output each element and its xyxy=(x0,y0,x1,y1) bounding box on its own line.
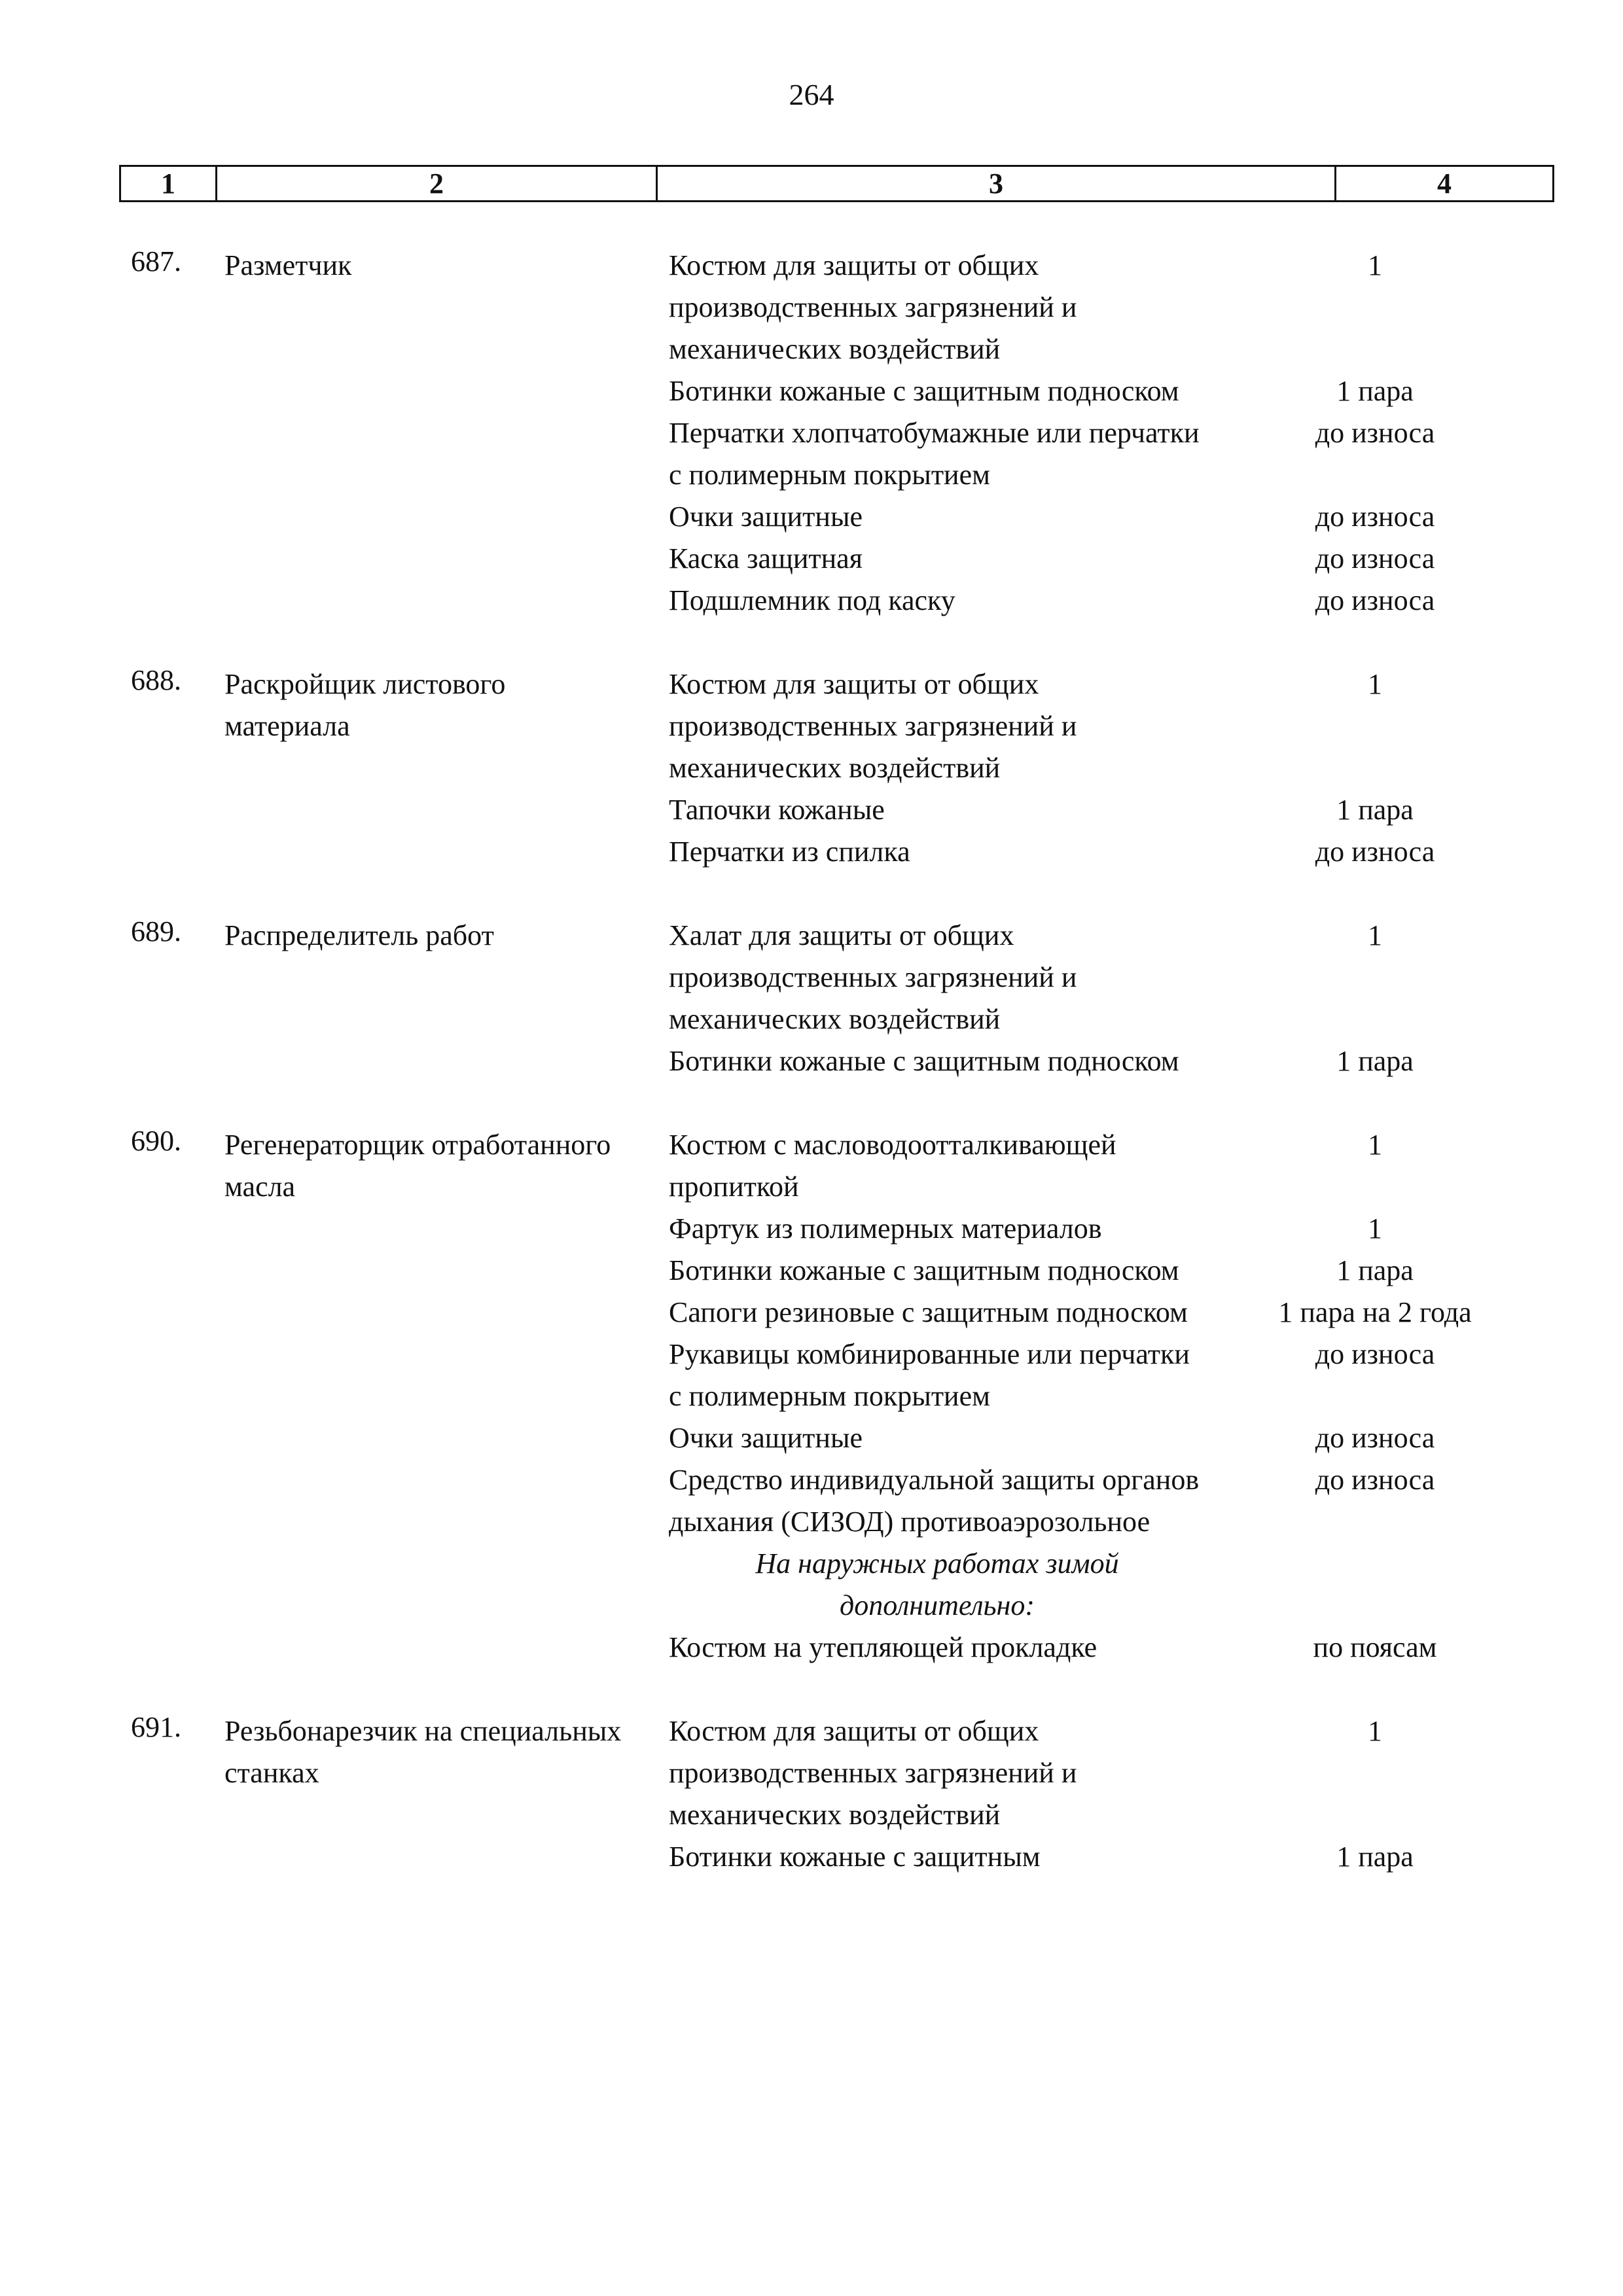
ppe-item-qty: до износа xyxy=(1315,501,1435,533)
ppe-item-qty: до износа xyxy=(1315,542,1435,574)
ppe-item xyxy=(669,370,1544,412)
ppe-item-qty: 1 xyxy=(1368,668,1382,700)
ppe-item-name: Каска защитная xyxy=(669,542,863,574)
column-header-1: 1 xyxy=(120,166,217,202)
ppe-item-name: Халат для защиты от общих производственных загрязнений и механических воздействий xyxy=(669,919,1077,1035)
additional-note xyxy=(669,1543,1544,1627)
ppe-item-qty: до износа xyxy=(1315,584,1435,616)
ppe-item-name: Сапоги резиновые с защитным подноском xyxy=(669,1296,1188,1328)
ppe-item-qty: до износа xyxy=(1315,836,1435,868)
ppe-item-name: Костюм на утепляющей прокладке xyxy=(669,1631,1097,1663)
ppe-item xyxy=(669,580,1544,622)
ppe-item-qty: 1 пара на 2 года xyxy=(1278,1296,1472,1328)
additional-note-text: На наружных работах зимой дополнительно: xyxy=(755,1547,1119,1621)
ppe-item xyxy=(669,538,1544,580)
ppe-item-qty: 1 пара xyxy=(1336,375,1414,407)
ppe-item-name: Средство индивидуальной защиты органов дыхания (СИЗОД) противоаэрозольное xyxy=(669,1464,1200,1538)
ppe-item-name: Очки защитные xyxy=(669,1422,863,1454)
profession-name: Разметчик xyxy=(224,249,352,281)
ppe-item-name: Ботинки кожаные с защитным подноском xyxy=(669,1254,1179,1286)
ppe-item-qty: до износа xyxy=(1315,1338,1435,1370)
ppe-item-qty: 1 пара xyxy=(1336,1841,1414,1873)
ppe-item-qty: по поясам xyxy=(1313,1631,1437,1663)
ppe-item xyxy=(669,1292,1544,1333)
ppe-item xyxy=(669,245,1544,370)
ppe-items xyxy=(669,1710,1544,1878)
column-header-3: 3 xyxy=(657,166,1336,202)
ppe-item xyxy=(669,1836,1544,1878)
ppe-item xyxy=(669,915,1544,1040)
entry xyxy=(0,663,1623,873)
ppe-item-qty: 1 пара xyxy=(1336,1254,1414,1286)
ppe-item-name: Подшлемник под каску xyxy=(669,584,955,616)
entry-number: 688. xyxy=(131,664,181,696)
ppe-item-name: Фартук из полимерных материалов xyxy=(669,1212,1102,1245)
ppe-item-qty: 1 xyxy=(1368,249,1382,281)
profession-name: Регенераторщик отработанного масла xyxy=(224,1129,611,1203)
ppe-item xyxy=(669,1124,1544,1208)
entry-number: 687. xyxy=(131,245,181,277)
ppe-item xyxy=(669,789,1544,831)
ppe-item-qty: до износа xyxy=(1315,1464,1435,1496)
ppe-item-name: Костюм для защиты от общих производственных загрязнений и механических воздействий xyxy=(669,249,1077,365)
ppe-item xyxy=(669,1627,1544,1669)
ppe-item-name: Костюм с масловодоотталкивающей пропиткой xyxy=(669,1129,1116,1203)
column-header-4: 4 xyxy=(1336,166,1554,202)
ppe-item-name: Ботинки кожаные с защитным подноском xyxy=(669,1045,1179,1077)
ppe-item-qty: до износа xyxy=(1315,417,1435,449)
ppe-item-name: Костюм для защиты от общих производственных загрязнений и механических воздействий xyxy=(669,1715,1077,1831)
ppe-item xyxy=(669,831,1544,873)
ppe-items xyxy=(669,1124,1544,1669)
column-header-table xyxy=(119,165,1554,202)
entry xyxy=(0,245,1623,622)
profession-name: Распределитель работ xyxy=(224,919,494,951)
ppe-item xyxy=(669,1208,1544,1250)
ppe-item-name: Костюм для защиты от общих производственных загрязнений и механических воздействий xyxy=(669,668,1077,784)
ppe-item-name: Ботинки кожаные с защитным xyxy=(669,1841,1041,1873)
entry xyxy=(0,1710,1623,1878)
ppe-item-qty: до износа xyxy=(1315,1422,1435,1454)
ppe-item-name: Перчатки из спилка xyxy=(669,836,910,868)
ppe-item-qty: 1 пара xyxy=(1336,794,1414,826)
entry xyxy=(0,1124,1623,1669)
page-number: 264 xyxy=(789,78,834,111)
ppe-item xyxy=(669,412,1544,496)
ppe-item xyxy=(669,496,1544,538)
ppe-item xyxy=(669,1250,1544,1292)
entry-number: 691. xyxy=(131,1711,181,1743)
ppe-item-name: Перчатки хлопчатобумажные или перчатки с полимерным покрытием xyxy=(669,417,1200,491)
ppe-items xyxy=(669,245,1544,622)
profession-name: Раскройщик листового материала xyxy=(224,668,506,742)
ppe-item xyxy=(669,1333,1544,1417)
ppe-item-name: Тапочки кожаные xyxy=(669,794,885,826)
ppe-item-qty: 1 xyxy=(1368,919,1382,951)
ppe-item-name: Рукавицы комбинированные или перчатки с полимерным покрытием xyxy=(669,1338,1190,1412)
ppe-item-name: Ботинки кожаные с защитным подноском xyxy=(669,375,1179,407)
column-header-2: 2 xyxy=(217,166,657,202)
ppe-item-qty: 1 xyxy=(1368,1212,1382,1245)
ppe-item xyxy=(669,1040,1544,1082)
ppe-items xyxy=(669,663,1544,873)
ppe-item-qty: 1 xyxy=(1368,1715,1382,1747)
ppe-item xyxy=(669,663,1544,789)
ppe-item xyxy=(669,1459,1544,1543)
ppe-items xyxy=(669,915,1544,1082)
profession-name: Резьбонарезчик на специальных станках xyxy=(224,1715,622,1789)
entry xyxy=(0,915,1623,1082)
ppe-item xyxy=(669,1710,1544,1836)
ppe-item xyxy=(669,1417,1544,1459)
entries-list xyxy=(0,245,1623,1920)
ppe-item-qty: 1 xyxy=(1368,1129,1382,1161)
entry-number: 690. xyxy=(131,1125,181,1157)
ppe-item-qty: 1 пара xyxy=(1336,1045,1414,1077)
ppe-item-name: Очки защитные xyxy=(669,501,863,533)
entry-number: 689. xyxy=(131,915,181,947)
